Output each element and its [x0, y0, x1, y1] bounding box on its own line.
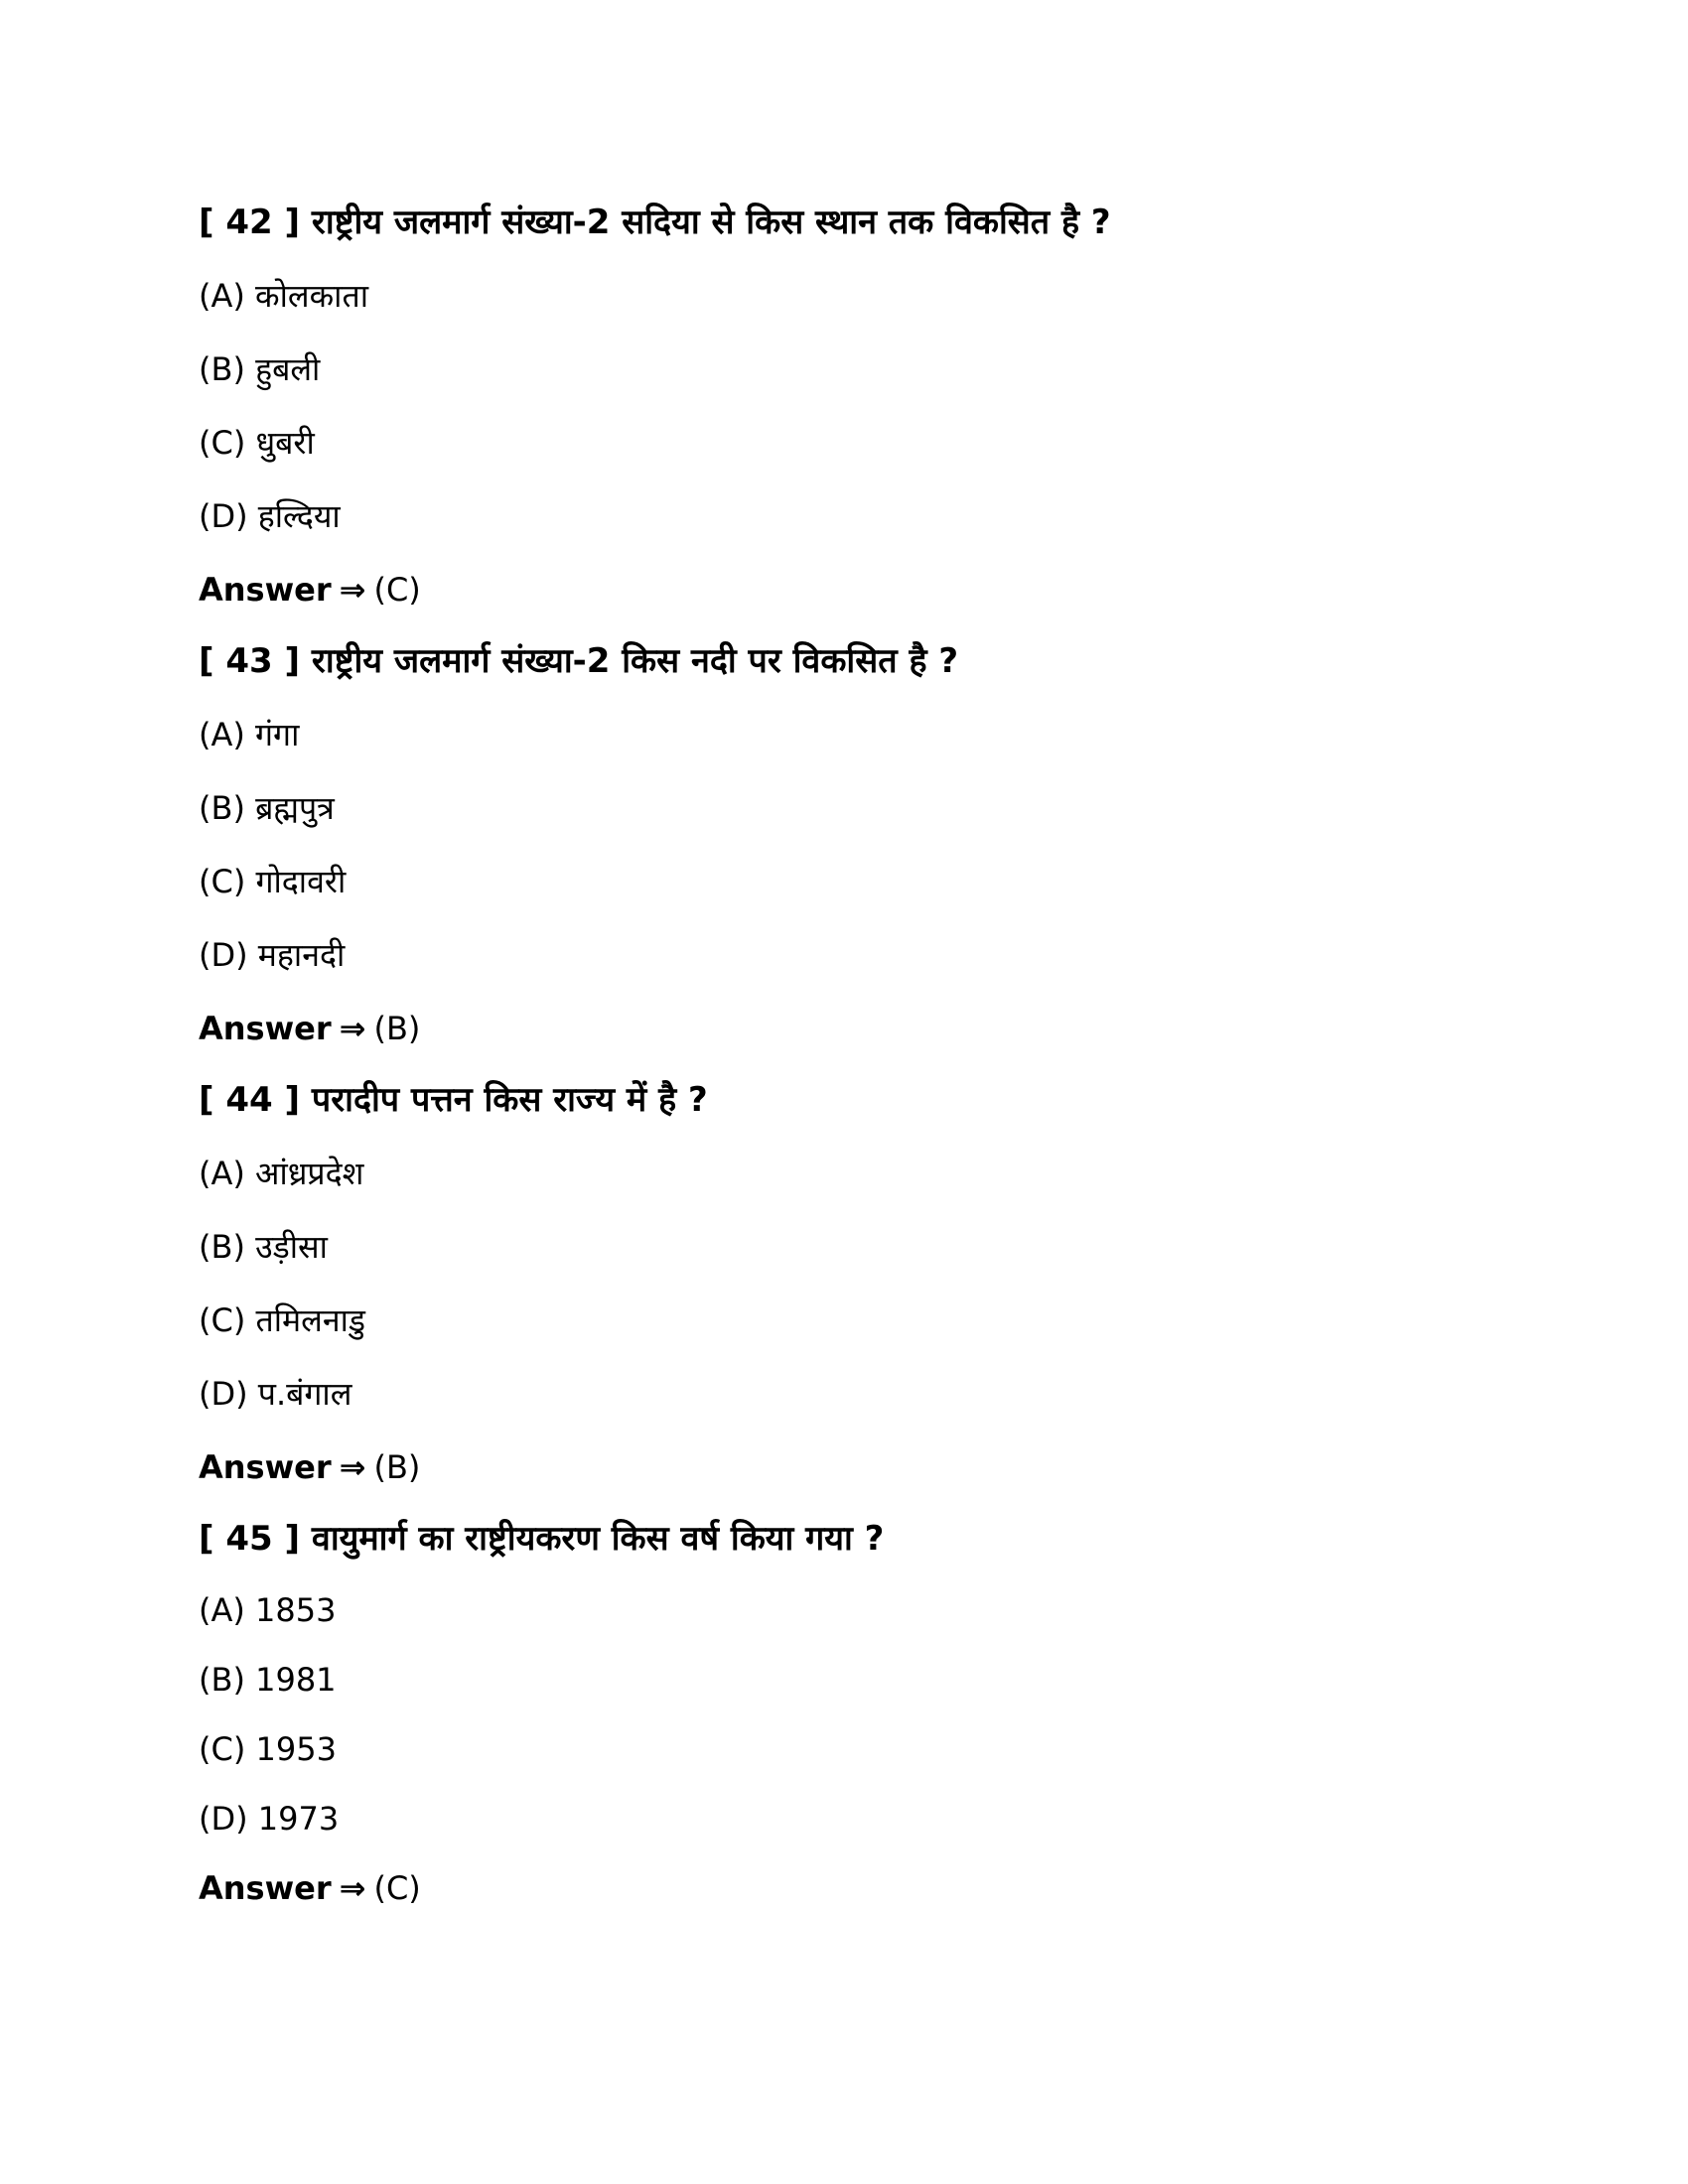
question-45 — [199, 1515, 1589, 1934]
question-number: [ 43 ] — [199, 641, 301, 681]
option-d: (D) 1973 — [199, 1800, 340, 1838]
question-heading — [199, 1076, 1589, 1150]
option-a: (A) आंध्रप्रदेश — [199, 1155, 364, 1192]
answer-value: (B) — [373, 1448, 421, 1486]
option-b: (B) हुबली — [199, 350, 321, 388]
answer-line — [199, 1443, 1589, 1517]
answer-line — [199, 566, 1589, 639]
question-42 — [199, 199, 1589, 639]
question-number: [ 44 ] — [199, 1080, 301, 1120]
answer-value: (B) — [373, 1010, 421, 1047]
question-text: राष्ट्रीय जलमार्ग संख्या-2 सदिया से किस स्थान तक विकसित है ? — [311, 203, 1111, 242]
question-text: परादीप पत्तन किस राज्य में है ? — [311, 1080, 708, 1120]
option-b: (B) ब्रह्मपुत्र — [199, 789, 335, 827]
option-d: (D) प.बंगाल — [199, 1375, 352, 1413]
option-a: (A) गंगा — [199, 716, 300, 753]
answer-value: (C) — [373, 1869, 421, 1907]
option-d: (D) हल्दिया — [199, 497, 341, 535]
option-d: (D) महानदी — [199, 936, 346, 974]
answer-label: Answer — [199, 1869, 332, 1907]
answer-label: Answer — [199, 1448, 332, 1486]
option-c: (C) गोदावरी — [199, 863, 347, 900]
question-heading — [199, 637, 1589, 711]
question-43 — [199, 637, 1589, 1078]
question-text: राष्ट्रीय जलमार्ग संख्या-2 किस नदी पर विकसित है ? — [311, 641, 959, 681]
question-heading — [199, 199, 1589, 272]
answer-label: Answer — [199, 571, 332, 609]
option-b: (B) उड़ीसा — [199, 1228, 328, 1266]
option-a: (A) 1853 — [199, 1591, 337, 1629]
answer-line — [199, 1005, 1589, 1078]
question-44 — [199, 1076, 1589, 1517]
option-a: (A) कोलकाता — [199, 277, 368, 315]
answer-arrow: ⇒ — [339, 571, 366, 609]
answer-arrow: ⇒ — [339, 1010, 366, 1047]
answer-arrow: ⇒ — [339, 1869, 366, 1907]
answer-value: (C) — [373, 571, 421, 609]
option-c: (C) धुबरी — [199, 424, 315, 462]
answer-line — [199, 1864, 1589, 1934]
option-c: (C) तमिलनाडु — [199, 1301, 366, 1339]
answer-arrow: ⇒ — [339, 1448, 366, 1486]
question-number: [ 45 ] — [199, 1519, 301, 1559]
answer-label: Answer — [199, 1010, 332, 1047]
question-heading — [199, 1515, 1589, 1586]
question-text: वायुमार्ग का राष्ट्रीयकरण किस वर्ष किया गया ? — [311, 1519, 885, 1559]
option-c: (C) 1953 — [199, 1730, 337, 1768]
question-number: [ 42 ] — [199, 203, 301, 242]
option-b: (B) 1981 — [199, 1661, 337, 1699]
